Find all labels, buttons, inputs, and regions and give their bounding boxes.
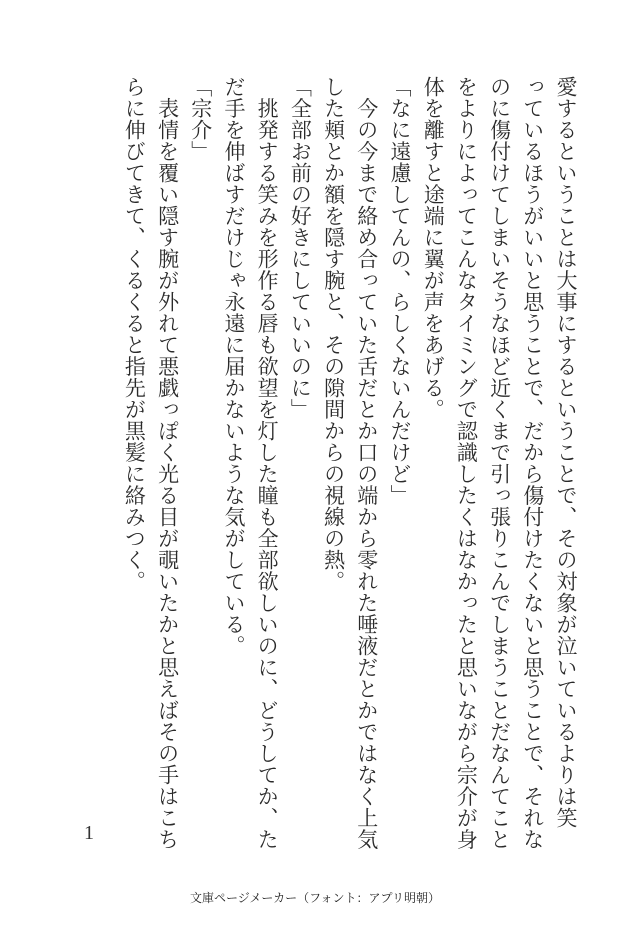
text-line: 「宗介」 [188,76,213,162]
text-line: 「全部お前の好きにしていいのに」 [288,76,313,420]
text-line: した頬とか額を隠す腕と、その隙間からの視線の熱。 [321,76,346,592]
text-line: っているほうがいいと思うことで、だから傷付けたくないと思うことで、それな [520,76,545,850]
text-line: 愛するということは大事にするということで、その対象が泣いているよりは笑 [554,76,578,829]
page-number: 1 [84,822,94,844]
text-line: らに伸びてきて、くるくると指先が黒髪に絡みつく。 [122,76,147,592]
text-line: のに傷付けてしまいそうなほど近くまで引っ張りこんでしまうことだなんてこと [487,76,512,850]
text-line: 表情を覆い隠す腕が外れて悪戯っぽく光る目が覗いたかと思えばその手はこち [155,76,180,850]
text-line: 今の今まで絡め合っていた舌だとか口の端から零れた唾液だとかではなく上気 [354,76,379,850]
footer-credit: 文庫ページメーカー（フォント：アプリ明朝） [189,891,441,905]
vertical-text-body [42,76,582,850]
text-line: だ手を伸ばすだけじゃ永遠に届かないような気がしている。 [221,76,246,657]
text-line: 挑発する笑みを形作る唇も欲望を灯した瞳も全部欲しいのに、どうしてか、た [255,76,280,850]
text-line: 体を離すと途端に翼が声をあげる。 [421,76,446,420]
text-line: をよりによってこんなタイミングで認識したくはなかったと思いながら宗介が身 [454,76,479,850]
text-line: 「なに遠慮してんの、らしくないんだけど」 [387,76,412,506]
